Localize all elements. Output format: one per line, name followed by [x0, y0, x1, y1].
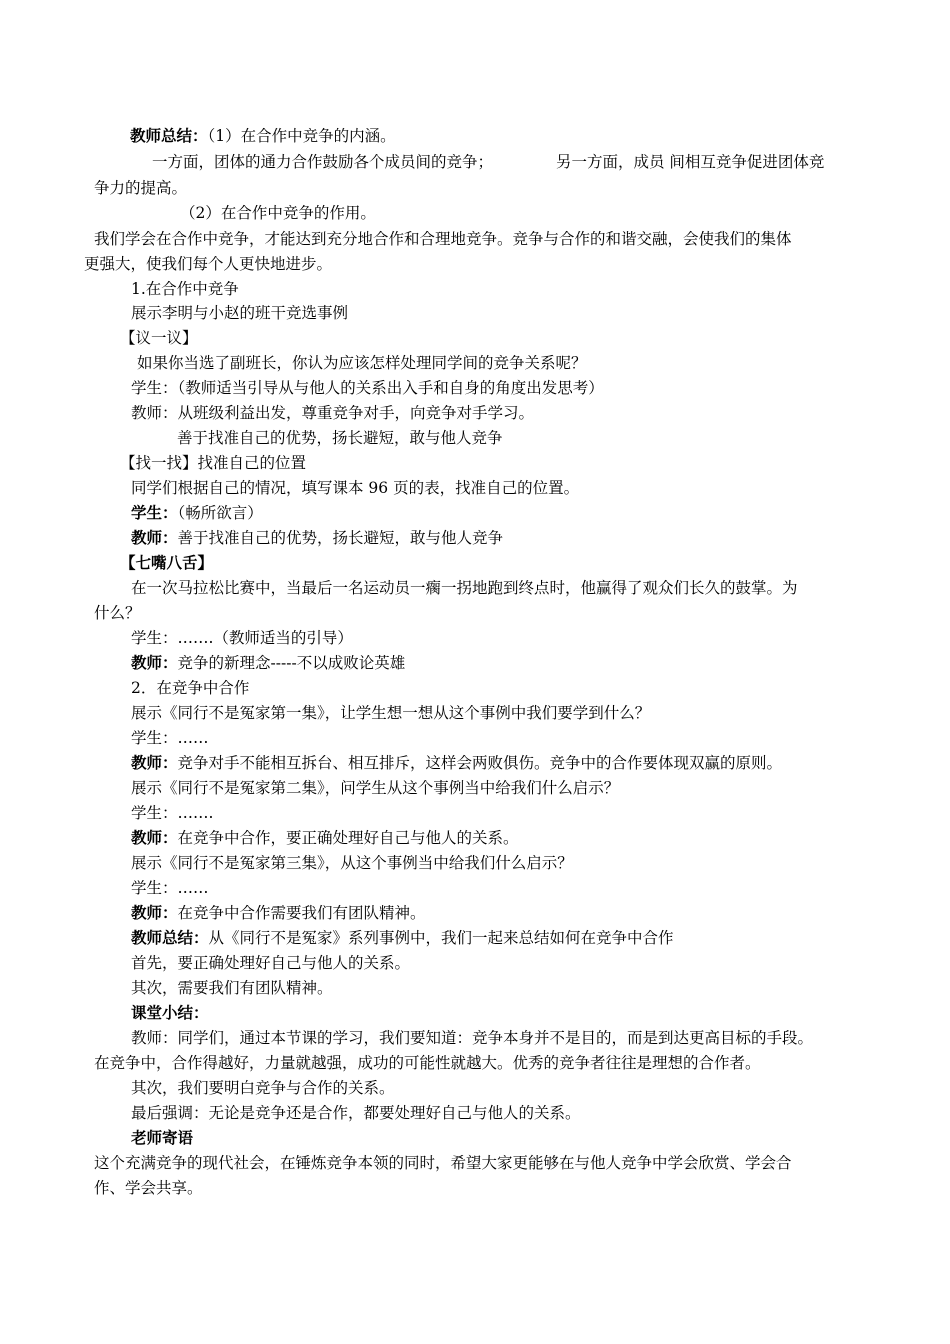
activity-heading: 【找一找】找准自己的位置 [120, 454, 307, 472]
paragraph: 展示《同行不是冤家第二集》，问学生从这个事例当中给我们什么启示？ [131, 779, 620, 797]
paragraph [131, 753, 782, 773]
paragraph: 学生：（教师适当引导从与他人的关系出入手和自身的角度出发思考） [131, 379, 604, 397]
paragraph: 学生：…… [131, 729, 209, 747]
label-bold: 教师： [131, 653, 178, 672]
paragraph: 在竞争中，合作得越好，力量就越强，成功的可能性就越大。优秀的竞争者往往是理想的合作者。 [94, 1054, 761, 1072]
paragraph: 展示《同行不是冤家第三集》，从这个事例当中给我们什么启示？ [131, 854, 573, 872]
paragraph: 展示李明与小赵的班干竞选事例 [131, 304, 349, 322]
paragraph: 争力的提高。 [94, 179, 188, 197]
label-bold: 教师： [131, 753, 178, 772]
text: （1）在合作中竞争的内涵。 [207, 127, 396, 145]
text: （畅所欲言） [177, 504, 263, 522]
label-bold: 教师： [131, 828, 178, 847]
paragraph [131, 903, 426, 923]
paragraph [131, 528, 503, 548]
paragraph: （2）在合作中竞争的作用。 [180, 204, 376, 222]
activity-heading: 【七嘴八舌】 [120, 553, 214, 572]
paragraph: 展示《同行不是冤家第一集》，让学生想一想从这个事例中我们要学到什么？ [131, 704, 651, 722]
label-bold: 学生： [131, 503, 178, 522]
paragraph: 学生：…… [131, 879, 209, 897]
paragraph [131, 503, 263, 523]
paragraph [131, 653, 405, 673]
paragraph: 首先，要正确处理好自己与他人的关系。 [131, 954, 411, 972]
paragraph: 什么？ [94, 604, 141, 622]
text: 善于找准自己的优势，扬长避短，敢与他人竞争 [177, 529, 504, 547]
paragraph [130, 126, 396, 146]
paragraph: 最后强调：无论是竞争还是合作，都要处理好自己与他人的关系。 [131, 1104, 581, 1122]
paragraph: 教师：从班级利益出发，尊重竞争对手，向竞争对手学习。 [131, 404, 535, 422]
text: 在竞争中合作需要我们有团队精神。 [177, 904, 426, 922]
label-bold: 教师： [131, 903, 178, 922]
paragraph: 其次，我们要明白竞争与合作的关系。 [131, 1079, 395, 1097]
paragraph: 一方面，团体的通力合作鼓励各个成员间的竞争； [152, 153, 494, 171]
label-bold: 教师总结： [131, 928, 209, 947]
text: 从《同行不是冤家》系列事例中，我们一起来总结如何在竞争中合作 [208, 929, 674, 947]
text: 竞争对手不能相互拆台、相互排斥，这样会两败俱伤。竞争中的合作要体现双赢的原则。 [177, 754, 783, 772]
paragraph: 另一方面，成员 间相互竞争促进团体竞 [556, 153, 825, 171]
paragraph: 教师：同学们，通过本节课的学习，我们要知道：竞争本身并不是目的，而是到达更高目标的手段。 [131, 1029, 814, 1047]
section-heading: 课堂小结： [131, 1003, 209, 1022]
label-bold: 教师总结： [130, 126, 208, 145]
text: 在竞争中合作，要正确处理好自己与他人的关系。 [177, 829, 519, 847]
paragraph: 学生：…….（教师适当的引导） [131, 629, 353, 647]
section-heading: 老师寄语 [131, 1128, 194, 1147]
section-heading: 2．在竞争中合作 [131, 679, 250, 697]
paragraph [131, 928, 674, 948]
activity-heading: 【议一议】 [120, 329, 198, 347]
paragraph: 同学们根据自己的情况，填写课本 96 页的表，找准自己的位置。 [131, 479, 580, 497]
paragraph: 我们学会在合作中竞争，才能达到充分地合作和合理地竞争。竞争与合作的和谐交融，会使我们的集体 [94, 230, 792, 248]
paragraph [131, 828, 519, 848]
paragraph: 在一次马拉松比赛中，当最后一名运动员一瘸一拐地跑到终点时，他赢得了观众们长久的鼓掌。为 [131, 579, 798, 597]
paragraph: 其次，需要我们有团队精神。 [131, 979, 333, 997]
paragraph: 这个充满竞争的现代社会，在锤炼竞争本领的同时，希望大家更能够在与他人竞争中学会欣赏、学会合 [94, 1154, 792, 1172]
paragraph: 学生：……. [131, 804, 214, 822]
label-bold: 教师： [131, 528, 178, 547]
text: 竞争的新理念-----不以成败论英雄 [177, 654, 406, 672]
section-heading: 1.在合作中竞争 [131, 280, 239, 298]
paragraph: 作、学会共享。 [94, 1179, 203, 1197]
paragraph: 善于找准自己的优势，扬长避短，敢与他人竞争 [177, 429, 503, 447]
paragraph: 更强大，使我们每个人更快地进步。 [84, 255, 333, 273]
paragraph: 如果你当选了副班长，你认为应该怎样处理同学间的竞争关系呢？ [137, 354, 587, 372]
